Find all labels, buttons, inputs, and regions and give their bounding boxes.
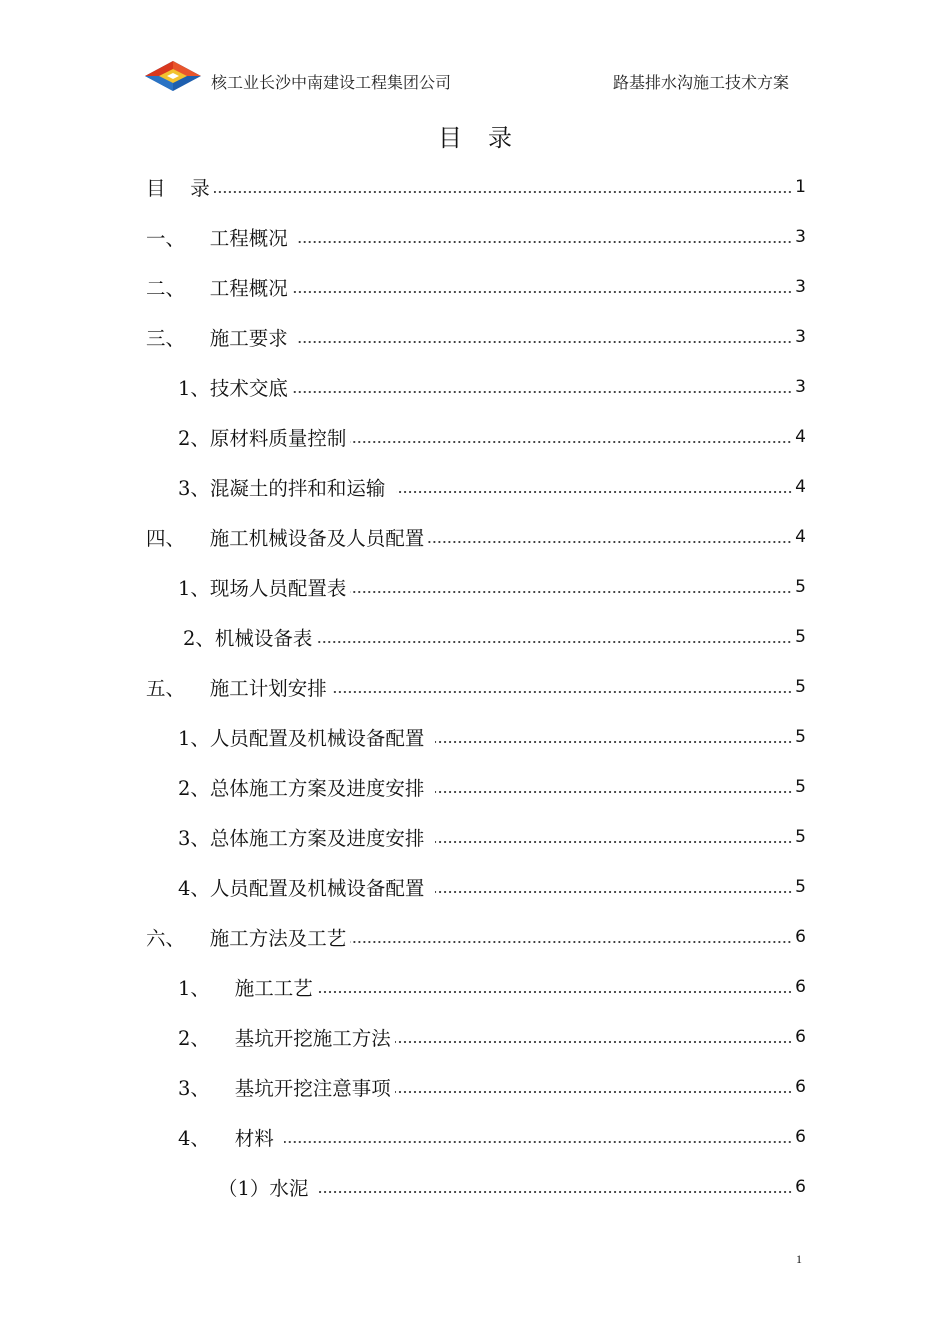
toc-leader-dots [428, 540, 792, 544]
toc-leader-dots [395, 1040, 792, 1044]
toc-entry[interactable] [146, 512, 806, 562]
toc-entry-page: 4 [795, 427, 806, 447]
toc-entry-label: 3、 基坑开挖注意事项 [178, 1077, 391, 1100]
toc-entry-label: 三、 施工要求 [146, 327, 294, 350]
page-header [145, 58, 805, 98]
toc-entry[interactable] [178, 412, 806, 462]
page-number: 1 [796, 1252, 802, 1266]
toc-entry-label: 五、 施工计划安排 [146, 677, 327, 700]
toc-entry-page: 5 [795, 727, 806, 747]
toc-entry[interactable] [178, 712, 806, 762]
toc-leader-dots [395, 1090, 792, 1094]
toc-entry-label: 4、人员配置及机械设备配置 [178, 877, 431, 900]
toc-entry[interactable] [178, 812, 806, 862]
document-title: 路基排水沟施工技术方案 [612, 73, 789, 92]
company-logo-icon [145, 60, 201, 92]
toc-leader-dots [298, 340, 792, 344]
toc-entry-page: 3 [795, 377, 806, 397]
toc-leader-dots [435, 840, 793, 844]
toc-entry-label: 3、总体施工方案及进度安排 [178, 827, 431, 850]
toc-leader-dots [350, 590, 792, 594]
toc-leader-dots [292, 390, 792, 394]
toc-entry-label: 2、原材料质量控制 [178, 427, 347, 450]
toc-entry-page: 6 [795, 1027, 806, 1047]
toc-entry-label: 4、 材料 [178, 1127, 280, 1150]
toc-leader-dots [350, 440, 792, 444]
toc-entry-label: 3、混凝土的拌和和运输 [178, 477, 392, 500]
toc-entry-label: 1、现场人员配置表 [178, 577, 347, 600]
toc-leader-dots [284, 1140, 792, 1144]
toc-entry-label: 四、 施工机械设备及人员配置 [146, 527, 425, 550]
toc-entry-page: 6 [795, 927, 806, 947]
toc-leader-dots [435, 790, 793, 794]
toc-entry[interactable] [146, 662, 806, 712]
toc-entry-label: 一、 工程概况 [146, 227, 294, 250]
toc-entry[interactable] [218, 1162, 806, 1212]
toc-entry[interactable] [146, 262, 806, 312]
toc-entry-label: 1、 施工工艺 [178, 977, 313, 1000]
toc-leader-dots [319, 1190, 793, 1194]
toc-entry[interactable] [146, 162, 806, 212]
toc-entry-label: 2、机械设备表 [183, 627, 313, 650]
toc-entry-page: 6 [795, 1077, 806, 1097]
toc-leader-dots [396, 490, 793, 494]
toc-leader-dots [350, 940, 792, 944]
toc-leader-dots [331, 690, 792, 694]
toc-entry[interactable] [146, 312, 806, 362]
toc-entry[interactable] [178, 1012, 806, 1062]
toc-entry-page: 1 [795, 177, 806, 197]
toc-entry[interactable] [178, 862, 806, 912]
toc-entry-page: 3 [795, 227, 806, 247]
toc-entry-page: 6 [795, 1177, 806, 1197]
toc-entry[interactable] [146, 912, 806, 962]
toc-entry-page: 5 [795, 827, 806, 847]
toc-leader-dots [435, 740, 793, 744]
toc-entry-page: 5 [795, 677, 806, 697]
toc-entry-label: 2、 基坑开挖施工方法 [178, 1027, 391, 1050]
toc-leader-dots [298, 240, 792, 244]
toc-entry-page: 3 [795, 277, 806, 297]
toc-leader-dots [292, 290, 792, 294]
toc-entry-page: 4 [795, 527, 806, 547]
toc-entry-label: 目 录 [146, 177, 210, 200]
toc-leader-dots [317, 990, 792, 994]
company-name: 核工业长沙中南建设工程集团公司 [211, 73, 452, 92]
toc-entry-page: 5 [795, 877, 806, 897]
toc-entry-label: 1、技术交底 [178, 377, 288, 400]
toc-entry-page: 6 [795, 977, 806, 997]
toc-entry-page: 3 [795, 327, 806, 347]
toc-entry-page: 5 [795, 777, 806, 797]
toc-leader-dots [435, 890, 793, 894]
toc-entry[interactable] [178, 762, 806, 812]
toc-entry-label: 六、 施工方法及工艺 [146, 927, 347, 950]
toc-leader-dots [214, 190, 792, 194]
toc-entry[interactable] [178, 962, 806, 1012]
toc-entry-label: （1）水泥 [218, 1177, 315, 1200]
toc-entry[interactable] [178, 462, 806, 512]
toc-entry-page: 4 [795, 477, 806, 497]
toc-entry[interactable] [178, 562, 806, 612]
toc-heading: 目录 [438, 124, 538, 152]
toc-entry-page: 5 [795, 627, 806, 647]
toc-entry-page: 5 [795, 577, 806, 597]
toc-entry[interactable] [146, 212, 806, 262]
toc-entry[interactable] [178, 1112, 806, 1162]
toc-entry-label: 2、总体施工方案及进度安排 [178, 777, 431, 800]
toc-entry-label: 二、 工程概况 [146, 277, 288, 300]
toc-entry[interactable] [178, 362, 806, 412]
toc-entry[interactable] [178, 1062, 806, 1112]
toc-entry-page: 6 [795, 1127, 806, 1147]
toc-entry[interactable] [183, 612, 806, 662]
toc-entry-label: 1、人员配置及机械设备配置 [178, 727, 431, 750]
toc-leader-dots [316, 640, 792, 644]
